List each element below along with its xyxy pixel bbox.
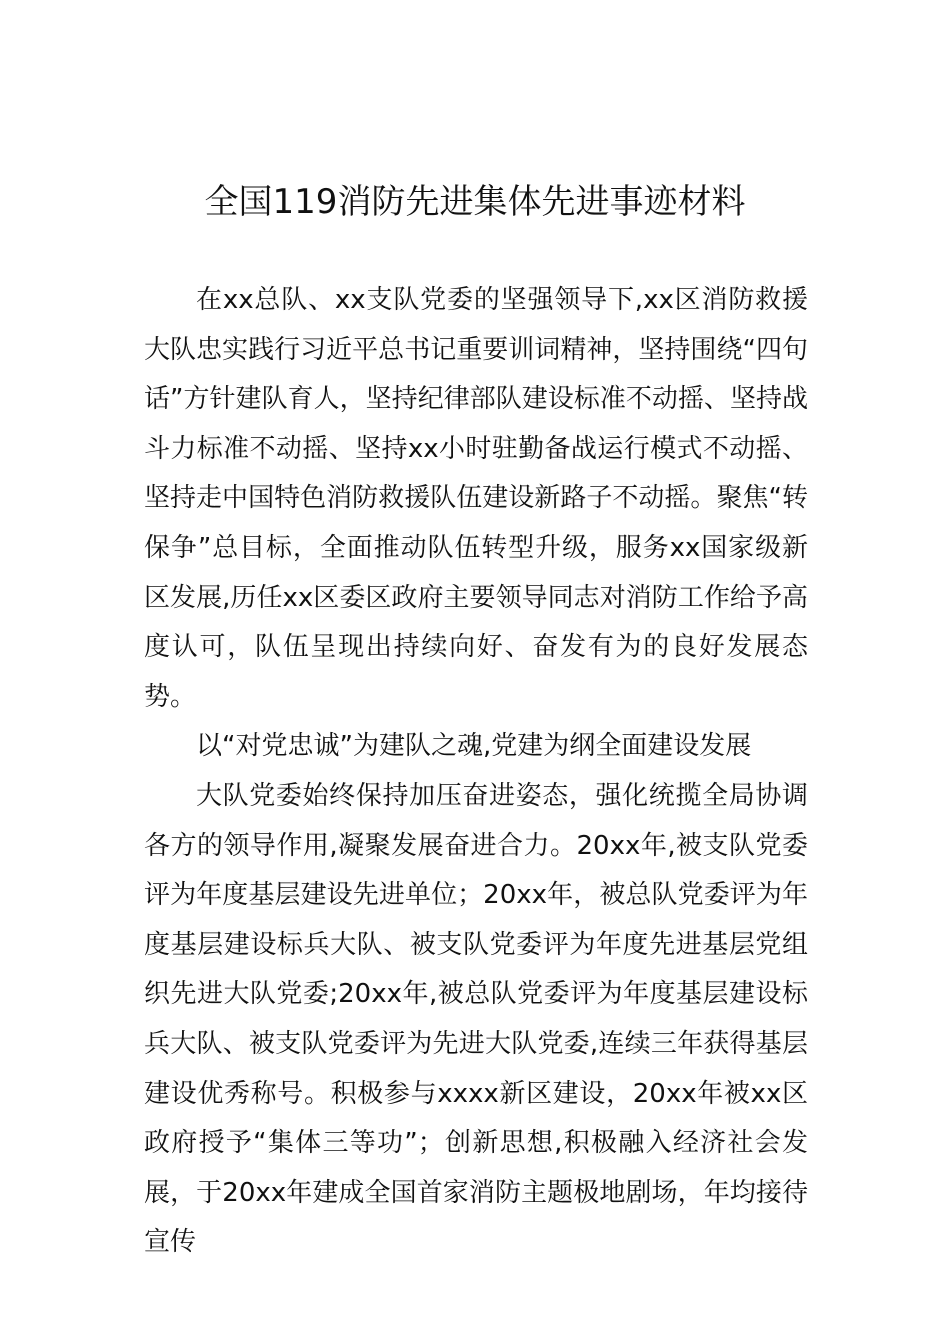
document-title: 全国119消防先进集体先进事迹材料 — [204, 182, 746, 222]
document-body — [144, 276, 808, 1268]
paragraph-party-building: 大队党委始终保持加压奋进姿态，强化统揽全局协调各方的领导作用,凝聚发展奋进合力。20xx年,被支队党委评为年度基层建设先进单位；20xx年，被总队党委评为年度基层建设标兵大队、被支队党委评为年度先进基层党组织先进大队党委;20xx年,被总队党委评为年度基层建设标兵大队、被支队党委评为先进大队党委,连续三年获得基层建设优秀称号。积极参与xxxx新区建设，20xx年被xx区政府授予“集体三等功”；创新思想,积极融入经济社会发展，于20xx年建成全国首家消防主题极地剧场，年均接待宣传 — [144, 780, 808, 1258]
section-heading: 以“对党忠诚”为建队之魂,党建为纲全面建设发展 — [196, 731, 752, 762]
paragraph-intro: 在xx总队、xx支队党委的坚强领导下,xx区消防救援大队忠实践行习近平总书记重要训词精神，坚持围绕“四句话”方针建队育人，坚持纪律部队建设标准不动摇、坚持战斗力标准不动摇、坚持xx小时驻勤备战运行模式不动摇、坚持走中国特色消防救援队伍建设新路子不动摇。聚焦“转保争”总目标，全面推动队伍转型升级，服务xx国家级新区发展,历任xx区委区政府主要领导同志对消防工作给予高度认可，队伍呈现出持续向好、奋发有为的良好发展态势。 — [144, 285, 808, 712]
